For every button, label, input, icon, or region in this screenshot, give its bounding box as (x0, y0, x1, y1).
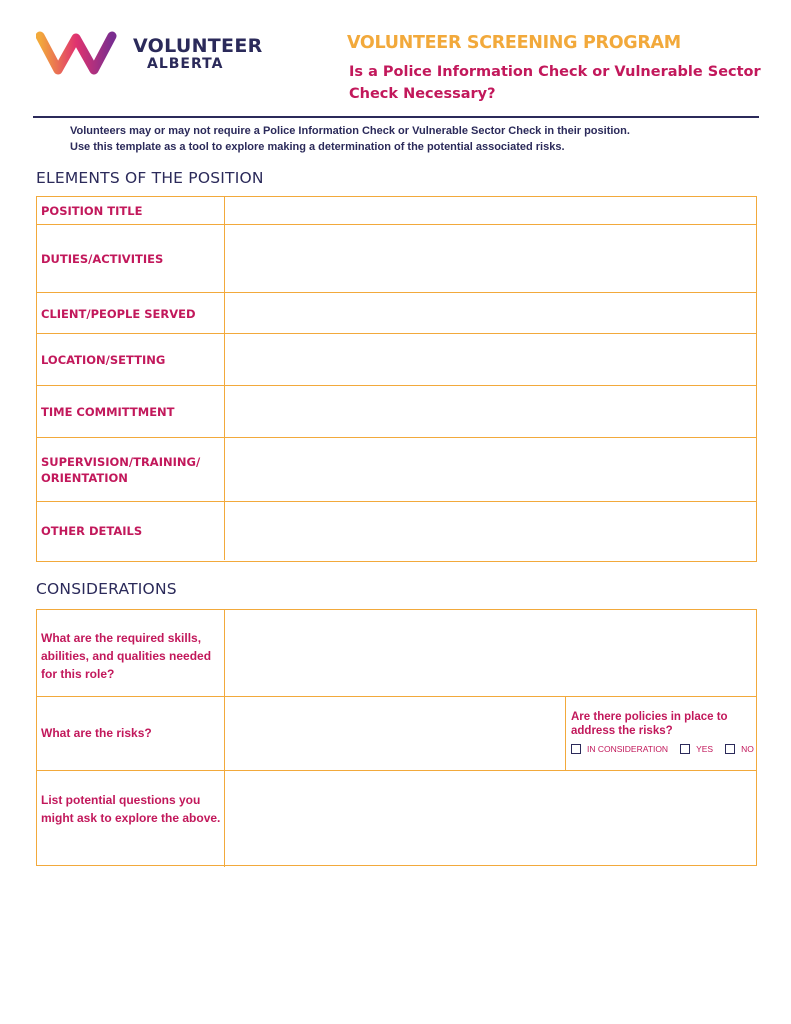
option-no[interactable]: NO (725, 744, 754, 754)
location-field[interactable] (225, 334, 756, 386)
skills-label: What are the required skills, abilities, and qualities needed for this role? (41, 631, 212, 681)
elements-heading: ELEMENTS OF THE POSITION (36, 169, 264, 187)
document-subtitle: Is a Police Information Check or Vulnerable Sector Check Necessary? (349, 64, 761, 102)
duties-field[interactable] (225, 225, 756, 293)
option-in-consideration[interactable]: IN CONSIDERATION (571, 744, 668, 754)
client-field[interactable] (225, 293, 756, 334)
checkbox-icon[interactable] (680, 744, 690, 754)
supervision-field[interactable] (225, 438, 756, 502)
skills-field[interactable] (225, 610, 756, 697)
considerations-heading: CONSIDERATIONS (36, 580, 177, 598)
elements-table (36, 196, 757, 562)
intro-line-1: Volunteers may or may not require a Police Information Check or Vulnerable Sector Check in their position. (70, 125, 630, 137)
intro-line-2: Use this template as a tool to explore making a determination of the potential associated risks. (70, 141, 565, 153)
risks-label: What are the risks? (41, 726, 152, 740)
row-label-supervision: SUPERVISION/TRAINING/ ORIENTATION (41, 455, 201, 485)
checkbox-icon[interactable] (725, 744, 735, 754)
position-title-field[interactable] (225, 197, 756, 225)
row-label-time: TIME COMMITTMENT (41, 405, 175, 419)
questions-label: List potential questions you might ask to explore the above. (41, 793, 221, 825)
policies-label: Are there policies in place to address the risks? (571, 711, 728, 737)
logo-mark-icon (36, 30, 128, 78)
program-title: VOLUNTEER SCREENING PROGRAM (347, 33, 681, 53)
volunteer-alberta-logo (36, 30, 261, 80)
table-row (37, 224, 756, 293)
logo-text-alberta: ALBERTA (147, 56, 224, 72)
table-row (37, 333, 756, 386)
intro-text (70, 123, 730, 155)
row-label-duties: DUTIES/ACTIVITIES (41, 252, 164, 266)
policies-cell (565, 697, 756, 771)
option-yes[interactable]: YES (680, 744, 713, 754)
questions-field[interactable] (225, 771, 756, 867)
table-row (37, 610, 756, 697)
considerations-table (36, 609, 757, 866)
table-row (37, 197, 756, 225)
table-row (37, 292, 756, 334)
time-field[interactable] (225, 386, 756, 438)
row-label-other: OTHER DETAILS (41, 524, 143, 538)
checkbox-icon[interactable] (571, 744, 581, 754)
other-details-field[interactable] (225, 502, 756, 560)
table-row (37, 385, 756, 438)
table-row (37, 696, 756, 771)
row-label-location: LOCATION/SETTING (41, 353, 166, 367)
row-label-position-title: POSITION TITLE (41, 204, 143, 218)
risks-field[interactable] (225, 697, 564, 771)
row-label-client: CLIENT/PEOPLE SERVED (41, 306, 196, 321)
table-row (37, 770, 756, 867)
header-divider (33, 116, 759, 118)
logo-text-volunteer: VOLUNTEER (133, 35, 263, 57)
policies-options (571, 744, 756, 754)
table-row (37, 437, 756, 502)
table-row (37, 501, 756, 560)
